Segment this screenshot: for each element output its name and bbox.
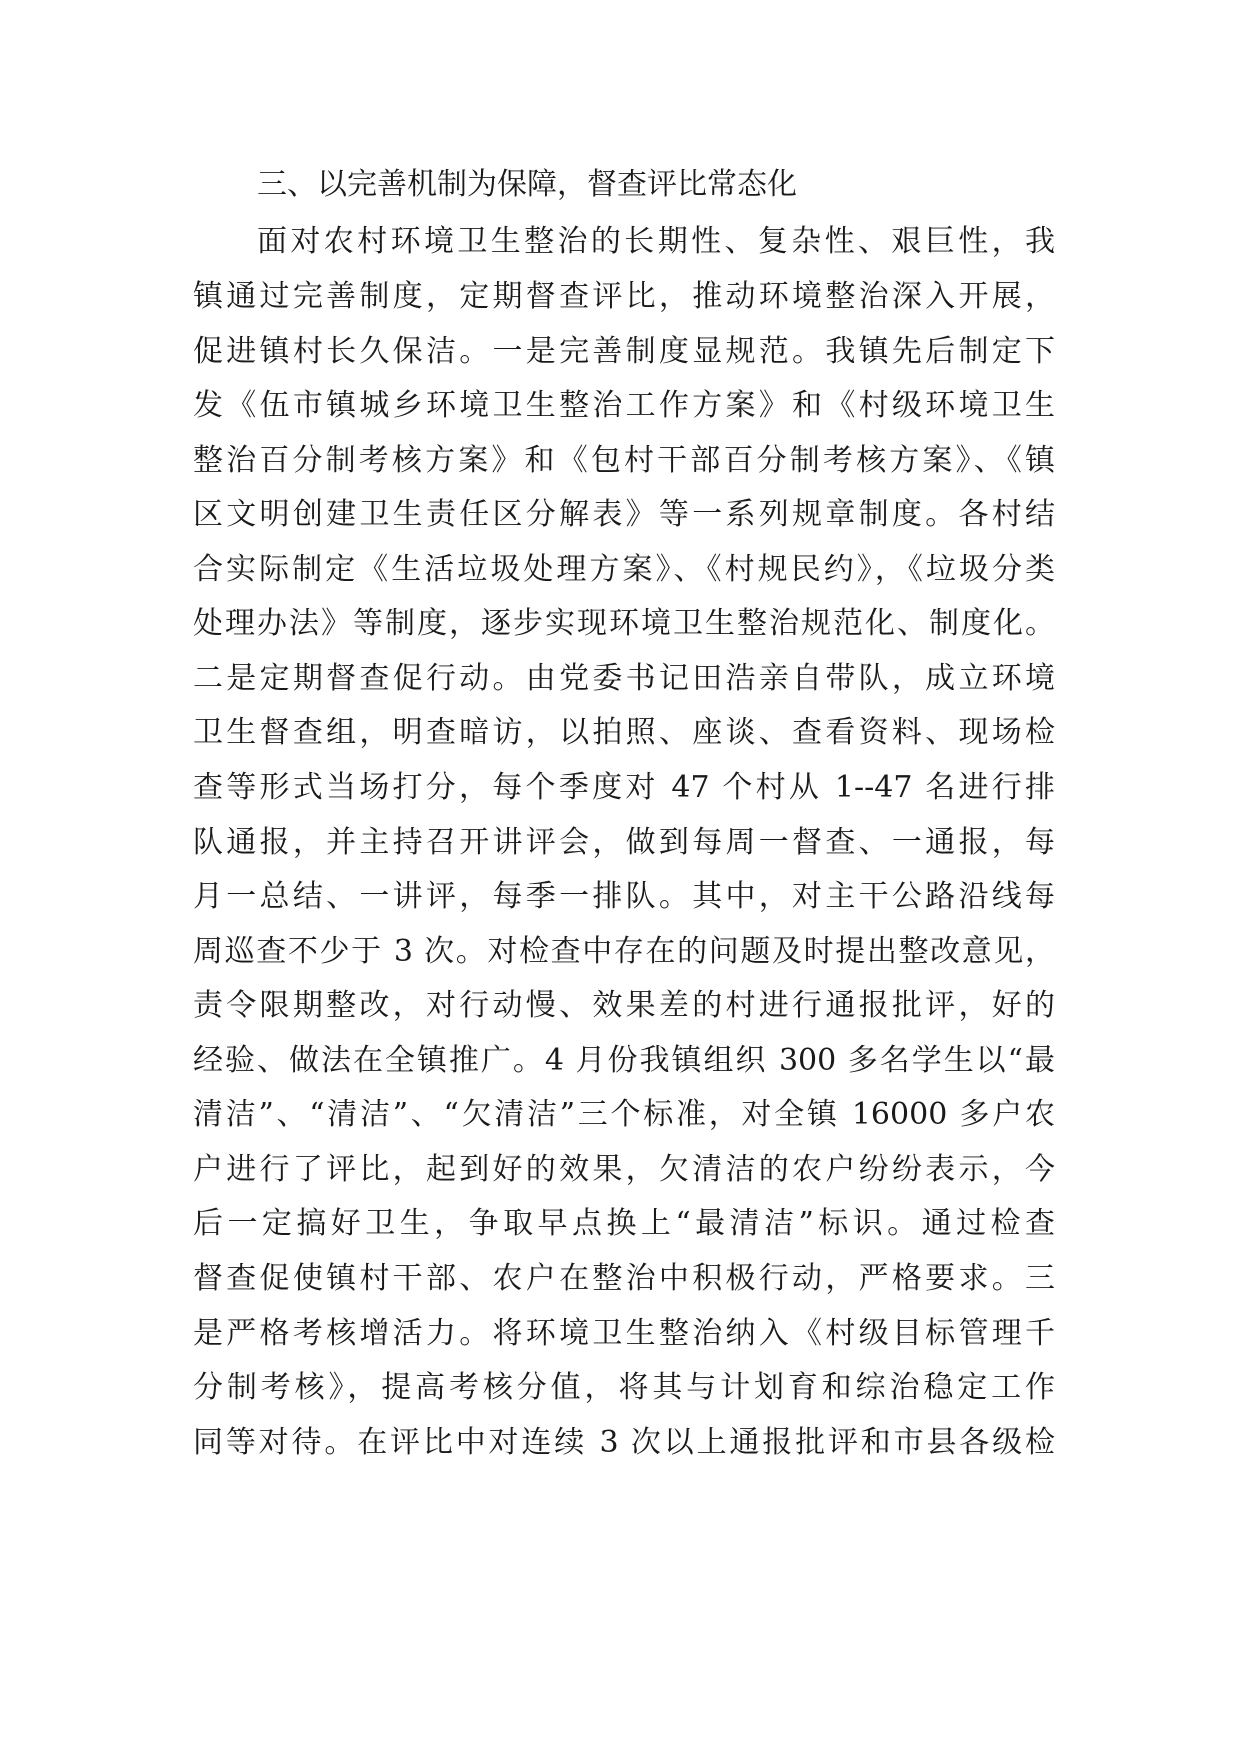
paragraph-line: 合实际制定《生活垃圾处理方案》、《村规民约》，《垃圾分类	[193, 552, 1055, 587]
paragraph-line: 处理办法》等制度，逐步实现环境卫生整治规范化、制度化。	[193, 606, 1055, 641]
paragraph-line: 周巡查不少于 3 次。对检查中存在的问题及时提出整改意见，	[193, 934, 1055, 969]
paragraph-line: 同等对待。在评比中对连续 3 次以上通报批评和市县各级检	[193, 1425, 1055, 1460]
paragraph-line: 整治百分制考核方案》和《包村干部百分制考核方案》、《镇	[193, 443, 1055, 478]
paragraph-line: 分制考核》，提高考核分值，将其与计划育和综治稳定工作	[193, 1370, 1055, 1405]
paragraph-line: 面对农村环境卫生整治的长期性、复杂性、艰巨性，我	[257, 224, 1055, 259]
paragraph-line: 户进行了评比，起到好的效果，欠清洁的农户纷纷表示，今	[193, 1152, 1055, 1187]
section-heading: 三、以完善机制为保障，督查评比常态化	[257, 167, 797, 202]
paragraph-line: 查等形式当场打分，每个季度对 47 个村从 1--47 名进行排	[193, 770, 1055, 805]
paragraph-line: 后一定搞好卫生，争取早点换上“最清洁”标识。通过检查	[193, 1206, 1055, 1241]
paragraph-line: 镇通过完善制度，定期督查评比，推动环境整治深入开展，	[193, 279, 1055, 314]
paragraph-line: 责令限期整改，对行动慢、效果差的村进行通报批评，好的	[193, 988, 1055, 1023]
paragraph-line: 区文明创建卫生责任区分解表》等一系列规章制度。各村结	[193, 497, 1055, 532]
paragraph-line: 发《伍市镇城乡环境卫生整治工作方案》和《村级环境卫生	[193, 388, 1055, 423]
paragraph-line: 卫生督查组，明查暗访，以拍照、座谈、查看资料、现场检	[193, 715, 1055, 750]
paragraph-line: 队通报，并主持召开讲评会，做到每周一督查、一通报，每	[193, 825, 1055, 860]
paragraph-line: 二是定期督查促行动。由党委书记田浩亲自带队，成立环境	[193, 661, 1055, 696]
paragraph-line: 经验、做法在全镇推广。4 月份我镇组织 300 多名学生以“最	[193, 1043, 1055, 1078]
paragraph-line: 促进镇村长久保洁。一是完善制度显规范。我镇先后制定下	[193, 334, 1055, 369]
paragraph-line: 月一总结、一讲评，每季一排队。其中，对主干公路沿线每	[193, 879, 1055, 914]
paragraph-line: 督查促使镇村干部、农户在整治中积极行动，严格要求。三	[193, 1261, 1055, 1296]
paragraph-line: 清洁”、“清洁”、“欠清洁”三个标准，对全镇 16000 多户农	[193, 1097, 1055, 1132]
paragraph-line: 是严格考核增活力。将环境卫生整治纳入《村级目标管理千	[193, 1316, 1055, 1351]
